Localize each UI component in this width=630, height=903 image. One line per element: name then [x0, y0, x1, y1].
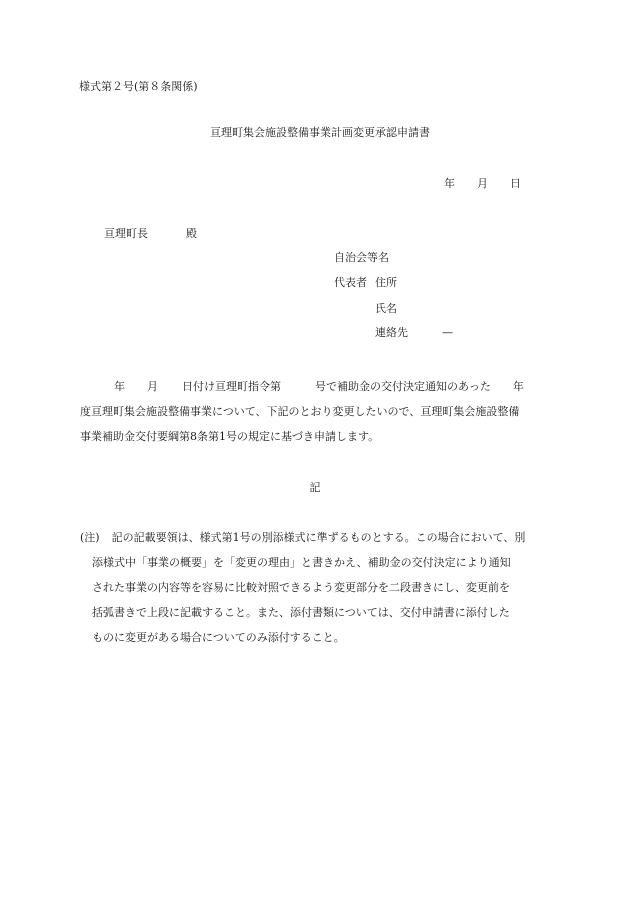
note-text-1: 記の記載要領は、様式第1号の別添様式に準ずるものとする。この場合において、別 [111, 531, 526, 544]
addressee-name: 亘理町長 [104, 227, 148, 240]
body-line-1 [114, 380, 524, 394]
body-line-3: 事業補助金交付要綱第8条第1号の規定に基づき申請します。 [80, 430, 380, 443]
org-name-label: 自治会等名 [334, 251, 389, 264]
note-line-4: 括弧書きで上段に記載すること。また、添付書類については、交付申請書に添付した [92, 606, 510, 619]
contact-line [375, 326, 453, 340]
note-line-3: された事業の内容等を容易に比較対照できるよう変更部分を二段書きにし、変更前を [92, 581, 510, 594]
address-label: 住所 [375, 276, 397, 289]
representative-line [334, 276, 397, 290]
note-line-5: ものに変更がある場合についてのみ添付すること。 [92, 631, 345, 644]
date-day-label: 日 [510, 177, 521, 190]
date-year-label: 年 [444, 177, 455, 190]
body-text-b: 号で補助金の交付決定通知のあった [315, 380, 491, 393]
body-line-2: 度亘理町集会施設整備事業について、下記のとおり変更したいので、亘理町集会施設整備 [80, 405, 520, 418]
date-line [444, 177, 521, 191]
addressee [104, 227, 197, 241]
body-year-2: 年 [512, 380, 524, 393]
date-month-label: 月 [477, 177, 488, 190]
ki-heading: 記 [309, 481, 321, 494]
addressee-honorific: 殿 [186, 227, 197, 240]
note-line-2: 添様式中「事業の概要」を「変更の理由」と書きかえ、補助金の交付決定により通知 [92, 556, 511, 569]
name-label: 氏名 [375, 302, 397, 315]
contact-dash: — [442, 326, 453, 339]
form-number: 様式第２号(第８条関係) [79, 80, 198, 93]
body-month: 月 [147, 380, 158, 393]
representative-label: 代表者 [334, 276, 367, 289]
body-text-a: 日付け亘理町指令第 [182, 380, 281, 393]
note-line-1 [80, 531, 525, 545]
document-title: 亘理町集会施設整備事業計画変更承認申請書 [210, 126, 430, 139]
contact-label: 連絡先 [375, 326, 408, 339]
body-year: 年 [114, 380, 125, 393]
note-label: (注) [80, 531, 100, 544]
